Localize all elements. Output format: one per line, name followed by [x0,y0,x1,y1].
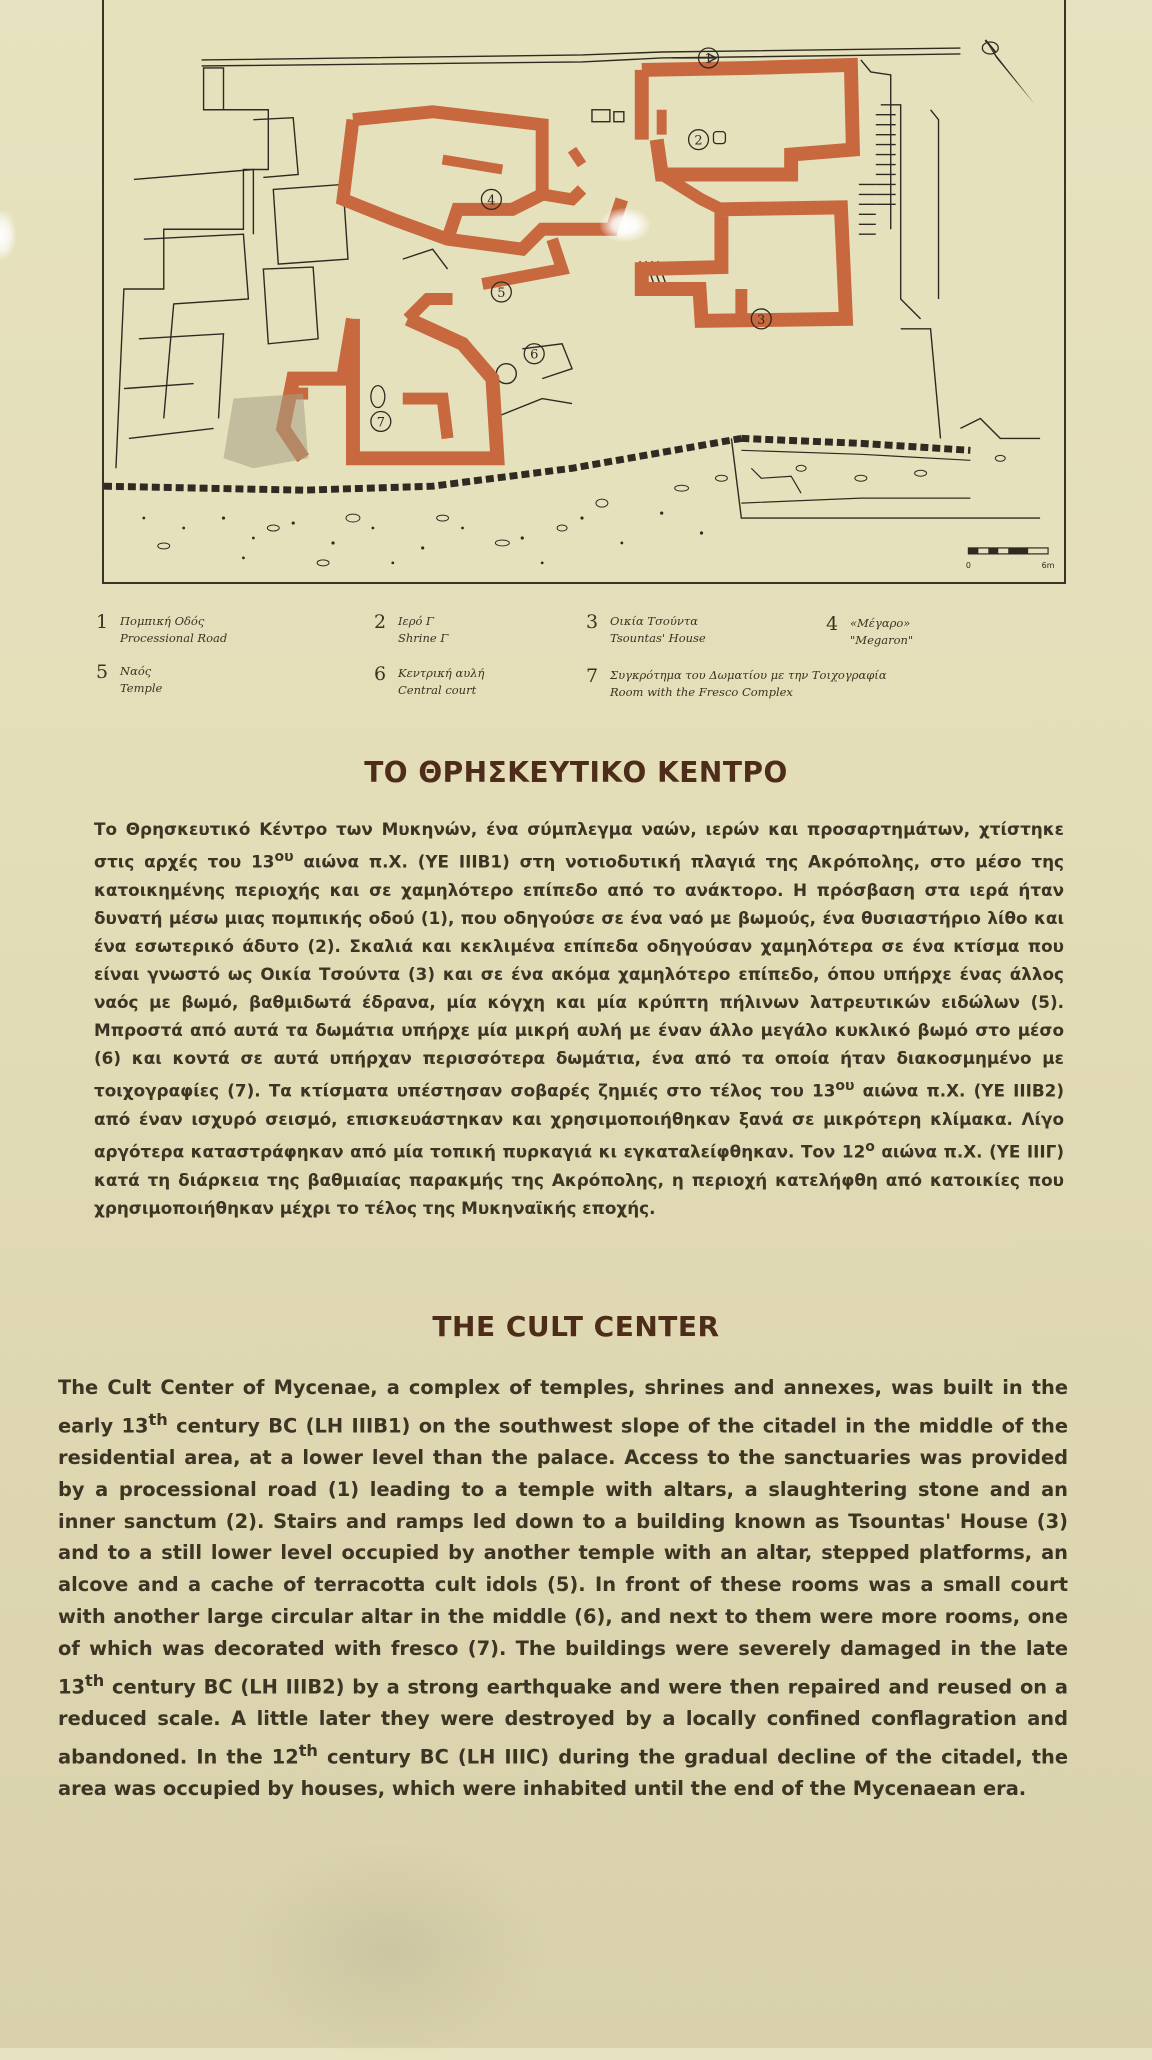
north-arrow-icon [982,40,1035,105]
reflection-shadow [230,1840,550,2060]
greek-title: ΤΟ ΘΡΗΣΚΕΥΤΙΚΟ ΚΕΝΤΡΟ [364,756,788,789]
legend-item-4: 4 «Μέγαρο» "Megaron" [826,613,914,647]
legend-item-2: 2 Ιερό Γ Shrine Γ [374,611,449,645]
scale-bar [966,548,1055,570]
marker-3: 3 [757,312,766,328]
legend-item-5: 5 Ναός Temple [96,661,163,695]
svg-text:0: 0 [965,560,971,570]
site-plan [102,0,1066,584]
marker-4: 4 [487,193,496,209]
legend-item-7: 7 Συγκρότημα του Δωματίου με την Τοιχογραφία Room with the Fresco Complex [586,665,887,699]
plan-drawing [104,0,1064,582]
marker-1: 1 [704,51,713,67]
greek-text: Το Θρησκευτικό Κέντρο των Μυκηνών, ένα σύμπλεγμα ναών, ιερών και προσαρτημάτων, χτίστηκε στις αρχές του $13^{o\upsilon}$ αιώνα π.Χ. (ΥΕ ΙΙΙΒ1) στη νοτιοδυτική πλαγιά της Ακρόπολης, στο μέσο της κατοικημένης περιοχής και σε χαμηλότερο επίπεδο από το ανάκτορο. Η πρόσβαση στα ιερά ήταν δυνατή μέσω μιας πομπικής οδού (1), που οδηγούσε σε ένα ναό με βωμούς, ένα θυσιαστήριο λίθο και ένα εσωτερικό άδυτο (2). Σκαλιά και κεκλιμένα επίπεδα οδηγούσαν χαμηλότερα σε ένα κτίσμα που είναι γνωστό ως Οικία Τσούντα (3) και σε ένα ακόμα χαμηλότερο επίπεδο, όπου υπήρχε ένας άλλος ναός με βωμό, βαθμιδωτά έδρανα, μία κόγχη και μία κρύπτη πήλινων λατρευτικών ειδώλων (5). Μπροστά από αυτά τα δωμάτια υπήρχε μία μικρή αυλή με έναν άλλο μεγάλο κυκλικό βωμό στο μέσο (6) και κοντά σε αυτά υπήρχαν περισσότερα δωμάτια, ένα από τα οποία ήταν διακοσμημένο με τοιχογραφίες (7). Τα κτίσματα υπέστησαν σοβαρές ζημιές στο τέλος του $13^{o\upsilon}$ αιώνα π.Χ. (ΥΕ ΙΙΙΒ2) από έναν ισχυρό σεισμό, επισκευάστηκαν και χρησιμοποιήθηκαν ξανά σε μικρότερη κλίμακα. Λίγο αργότερα καταστράφηκαν από μία τοπική πυρκαγιά κι εγκαταλείφθηκαν. Τον $12^o$ αιώνα π.Χ. (ΥΕ ΙΙΙΓ) κατά τη διάρκεια της βαθμιαίας παρακμής της Ακρόπολης, η περιοχή κατελήφθη από κατοικίες που χρησιμοποιήθηκαν μέχρι το τέλος της Μυκηναϊκής εποχής. [94,819,1064,1218]
marker-5: 5 [497,285,506,301]
light-glare-left [0,210,16,260]
legend-item-3: 3 Οικία Τσούντα Tsountas' House [586,611,706,645]
marker-2: 2 [694,133,703,149]
marker-6: 6 [530,347,539,363]
svg-text:6m: 6m [1041,560,1055,570]
legend-item-1: 1 Πομπική Οδός Processional Road [96,611,228,645]
marker-7: 7 [376,415,385,431]
legend-item-6: 6 Κεντρική αυλή Central court [374,663,485,697]
english-text: The Cult Center of Mycenae, a complex of temples, shrines and annexes, was built in the early 13th century BC (LH IIIB1) on the southwest slope of the citadel in the middle of the residential area, at a lower level than the palace. Access to the sanctuaries was provided by a processional road (1) leading to a temple with altars, a slaughtering stone and an inner sanctum (2). Stairs and ramps led down to a building known as Tsountas' House (3) and to a still lower level occupied by another temple with an altar, stepped platforms, an alcove and a cache of terracotta cult idols (5). In front of these rooms was a small court with another large circular altar in the middle (6), and next to them were more rooms, one of which was decorated with fresco (7). The buildings were severely damaged in the late 13th century BC (LH IIIB2) by a strong earthquake and were then repaired and reused on a reduced scale. A little later they were destroyed by a locally confined conflagration and abandoned. In the 12th century BC (LH IIIC) during the gradual decline of the citadel, the area was occupied by houses, which were inhabited until the end of the Mycenaean era. [58,1376,1068,1800]
legend [96,602,1036,712]
light-glare [600,208,650,242]
english-title: THE CULT CENTER [432,1310,720,1343]
